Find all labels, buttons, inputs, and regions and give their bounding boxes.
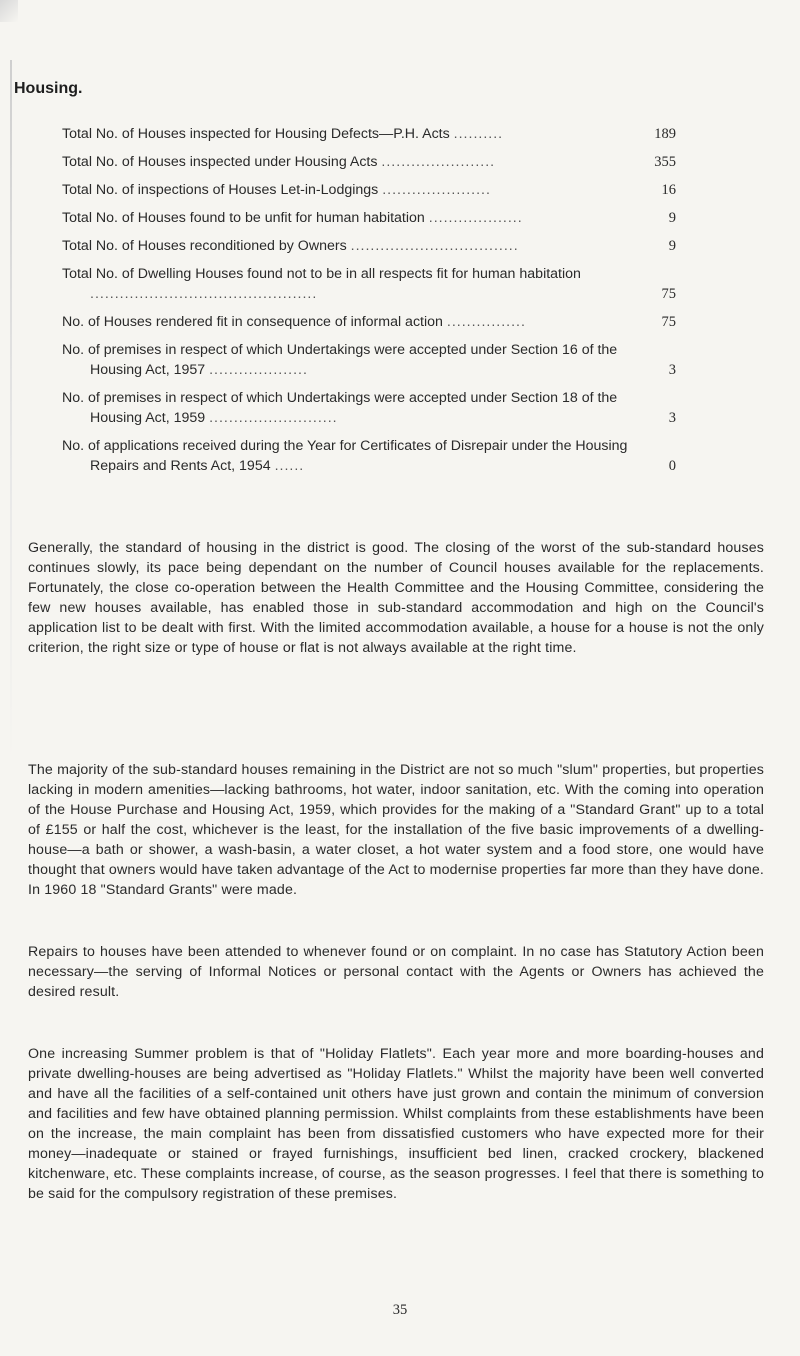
stat-label: No. of Houses rendered fit in consequence of informal action ................ <box>62 314 526 330</box>
stat-row <box>62 436 676 476</box>
stat-row <box>62 180 676 200</box>
housing-statistics-list <box>62 124 676 484</box>
stat-value: 16 <box>661 182 676 198</box>
stat-label: No. of applications received during the Year for Certificates of Disrepair under the Housing Repairs and Rents Act, 1954 ...... <box>62 438 628 474</box>
stat-label: Total No. of Houses inspected for Housing Defects—P.H. Acts .......... <box>62 126 504 142</box>
stat-label: Total No. of Houses found to be unfit for human habitation ................... <box>62 210 523 226</box>
stat-value: 189 <box>654 126 676 142</box>
stat-row <box>62 152 676 172</box>
page-corner-mark <box>0 0 18 22</box>
stat-row <box>62 312 676 332</box>
stat-label: No. of premises in respect of which Undertakings were accepted under Section 16 of the Housing Act, 1957 .................... <box>62 342 618 378</box>
page-number: 35 <box>392 1302 408 1318</box>
stat-label: No. of premises in respect of which Undertakings were accepted under Section 18 of the Housing Act, 1959 .......................... <box>62 390 618 426</box>
stat-value: 9 <box>668 210 676 226</box>
stat-row <box>62 388 676 428</box>
stat-value: 355 <box>654 154 676 170</box>
stat-value: 0 <box>668 458 676 474</box>
stat-label: Total No. of Dwelling Houses found not to be in all respects fit for human habitation .............................................. <box>62 266 581 302</box>
stat-value: 75 <box>661 314 676 330</box>
stat-value: 75 <box>661 286 676 302</box>
stat-label: Total No. of inspections of Houses Let-in-Lodgings ...................... <box>62 182 491 198</box>
section-heading: Housing. <box>14 80 83 97</box>
stat-row <box>62 340 676 380</box>
stat-row <box>62 124 676 144</box>
paragraph-holiday-flatlets: One increasing Summer problem is that of "Holiday Flatlets". Each year more and more boarding-houses and private dwelling-houses are being advertised as "Holiday Flatlets." Whilst the majority have been well converted and have all the facilities of a self-contained unit others have just grown and contain the minimum of conversion and facilities and few have obtained planning permission. Whilst complaints from these establishments have been on the increase, the main complaint has been from dissatisfied customers who have expected more for their money—inadequate or stained or frayed furnishings, insufficient bed linen, cracked crockery, blackened kitchenware, etc. These complaints increase, of course, as the season progresses. I feel that there is something to be said for the compulsory registration of these premises. <box>28 1046 764 1203</box>
stat-label: Total No. of Houses inspected under Housing Acts ....................... <box>62 154 496 170</box>
stat-value: 9 <box>668 238 676 254</box>
paragraph-housing-standard: Generally, the standard of housing in the district is good. The closing of the worst of the sub-standard houses continues slowly, its pace being dependant on the number of Council houses available for the replacements. Fortunately, the close co-operation between the Health Committee and the Housing Committee, considering the few new houses available, has enabled those in sub-standard accommodation and high on the Council's application list to be dealt with first. With the limited accommodation available, a house for a house is not the only criterion, the right size or type of house or flat is not always available at the right time. <box>28 540 764 657</box>
stat-row <box>62 236 676 256</box>
stat-label: Total No. of Houses reconditioned by Owners .................................. <box>62 238 519 254</box>
stat-value: 3 <box>668 362 676 378</box>
stat-row <box>62 208 676 228</box>
stat-row <box>62 264 676 304</box>
paragraph-repairs: Repairs to houses have been attended to whenever found or on complaint. In no case has Statutory Action been necessary—the serving of Informal Notices or personal contact with the Agents or Owners has achieved the desired result. <box>28 944 764 1001</box>
stat-value: 3 <box>668 410 676 426</box>
binding-margin-line <box>10 60 12 760</box>
paragraph-sub-standard-houses: The majority of the sub-standard houses remaining in the District are not so much "slum" properties, but properties lacking in modern amenities—lacking bathrooms, hot water, indoor sanitation, etc. With the coming into operation of the House Purchase and Housing Act, 1959, which provides for the making of a "Standard Grant" up to a total of £155 or half the cost, whichever is the least, for the installation of the five basic improvements of a dwelling-house—a bath or shower, a wash-basin, a water closet, a hot water system and a food store, one would have thought that owners would have taken advantage of the Act to modernise properties far more than they have done. In 1960 18 "Standard Grants" were made. <box>28 762 764 899</box>
